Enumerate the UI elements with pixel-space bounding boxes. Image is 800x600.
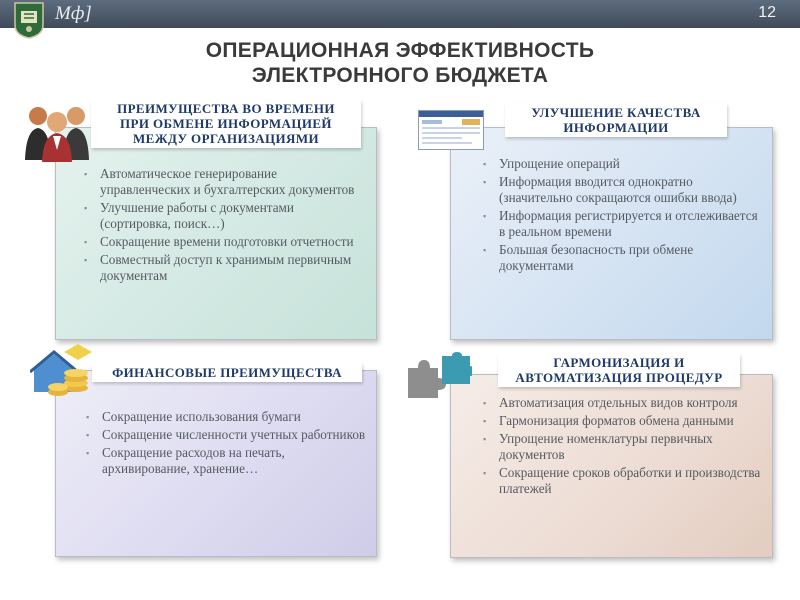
screenshot-thumbnail-icon [418,110,484,150]
section-list [76,166,368,286]
list-item: ▪ Упрощение операций [475,156,765,172]
title-line-2: ЭЛЕКТРОННОГО БЮДЖЕТА [251,64,549,87]
people-icon [22,100,92,162]
page-title [0,38,800,88]
section-box-financial-benefits [55,370,377,557]
list-item: ▪ Информация регистрируется и отслеживается в реальном времени [475,208,765,240]
brand-logo-text: Мф] [55,3,92,24]
section-label-time-benefits [91,100,361,148]
list-item: ▪ Автоматизация отдельных видов контроля [475,395,765,411]
section-list [475,395,765,499]
section-list [475,156,765,276]
list-item: ▪ Сокращение сроков обработки и производства платежей [475,465,765,497]
header-bar [0,0,800,28]
section-box-time-benefits [55,127,377,340]
list-item: ▪ Улучшение работы с документами (сортировка, поиск…) [76,200,368,232]
puzzle-pieces-icon [404,352,472,402]
list-item: ▪ Гармонизация форматов обмена данными [475,413,765,429]
list-item: ▪ Большая безопасность при обмене документами [475,242,765,274]
list-item: ▪ Информация вводится однократно (значительно сокращаются ошибки ввода) [475,174,765,206]
label-line: ПРИ ОБМЕНЕ ИНФОРМАЦИЕЙ [120,116,332,131]
list-item: ▪ Совместный доступ к хранимым первичным документам [76,252,368,284]
section-box-information-quality [450,127,773,340]
label-line: АВТОМАТИЗАЦИЯ ПРОЦЕДУР [515,370,723,385]
section-label-information-quality [505,104,727,137]
label-line: ГАРМОНИЗАЦИЯ И [553,355,685,370]
title-line-1: ОПЕРАЦИОННАЯ ЭФФЕКТИВНОСТЬ [205,39,595,62]
emblem-icon [12,1,46,39]
label-line: ПРЕИМУЩЕСТВА ВО ВРЕМЕНИ [117,101,335,116]
section-label-harmonization [498,354,740,387]
section-box-harmonization [450,374,773,558]
label-line: МЕЖДУ ОРГАНИЗАЦИЯМИ [132,131,320,146]
section-label-financial-benefits [92,363,362,382]
label-line: ФИНАНСОВЫЕ ПРЕИМУЩЕСТВА [112,365,342,380]
list-item: ▪ Автоматическое генерирование управленческих и бухгалтерских документов [76,166,368,198]
label-line: УЛУЧШЕНИЕ КАЧЕСТВА [531,105,701,120]
list-item: ▪ Сокращение использования бумаги [78,409,368,425]
list-item: ▪ Сокращение расходов на печать, архивирование, хранение… [78,445,368,477]
list-item: ▪ Сокращение численности учетных работников [78,427,368,443]
list-item: ▪ Сокращение времени подготовки отчетности [76,234,368,250]
coins-house-icon [30,342,96,398]
label-line: ИНФОРМАЦИИ [563,120,669,135]
list-item: ▪ Упрощение номенклатуры первичных документов [475,431,765,463]
page-number: 12 [758,4,776,21]
section-list [78,409,368,479]
